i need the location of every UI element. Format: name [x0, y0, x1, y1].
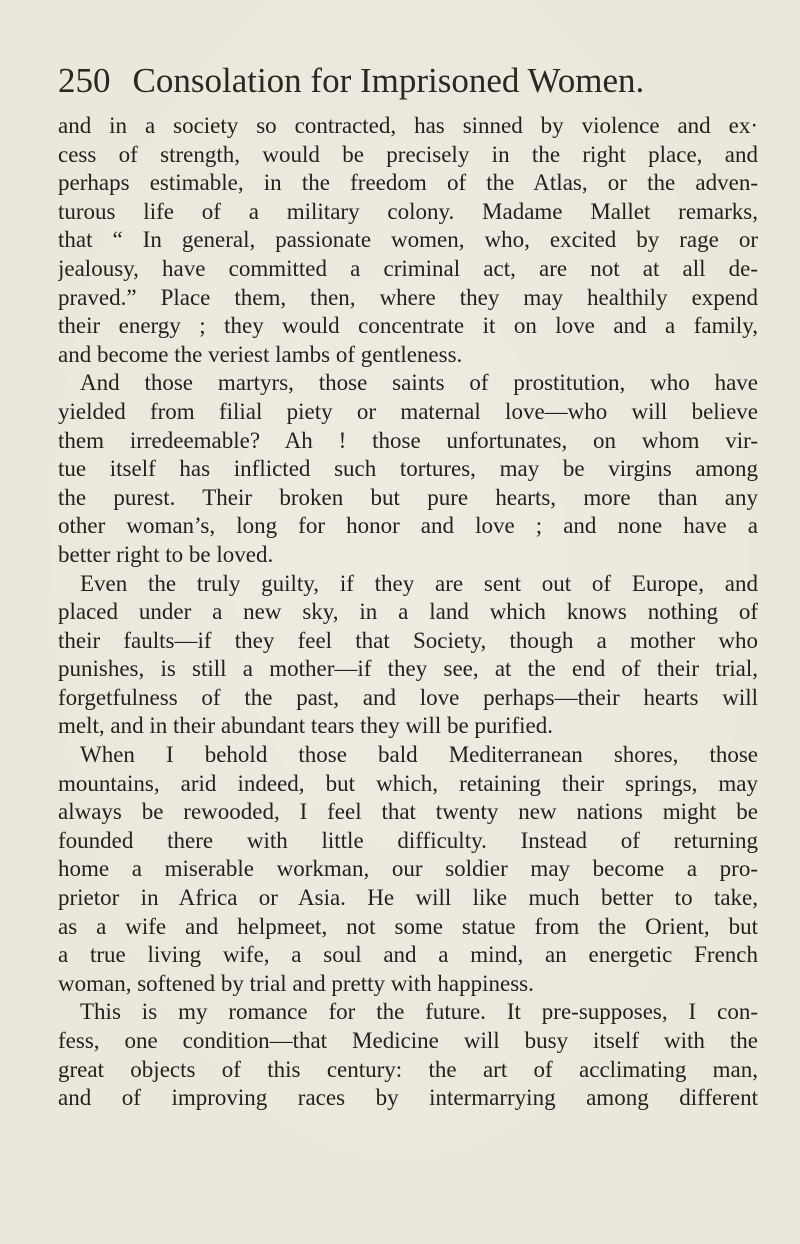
page-number: 250	[58, 61, 111, 100]
paragraph-first-line: When I behold those bald Mediterranean shores, those	[80, 742, 758, 768]
text-line: the purest. Their broken but pure hearts, more than any	[58, 484, 758, 510]
body-text	[58, 112, 758, 1113]
running-title: Consolation for Imprisoned Women.	[132, 61, 645, 100]
text-line: turous life of a military colony. Madame Mallet remarks,	[58, 198, 758, 224]
text-line: punishes, is still a mother—if they see, at the end of their trial,	[58, 656, 758, 682]
text-line: tue itself has inflicted such tortures, may be virgins among	[58, 456, 758, 482]
text-line: always be rewooded, I feel that twenty new nations might be	[58, 799, 758, 825]
text-line: melt, and in their abundant tears they will be purified.	[58, 713, 553, 739]
text-line: placed under a new sky, in a land which knows nothing of	[58, 599, 758, 625]
text-line: better right to be loved.	[58, 541, 274, 567]
text-line: woman, softened by trial and pretty with happiness.	[58, 970, 534, 996]
text-line: their energy ; they would concentrate it on love and a family,	[58, 313, 758, 339]
paragraph-first-line: This is my romance for the future. It pre-supposes, I con-	[80, 999, 758, 1025]
text-line: prietor in Africa or Asia. He will like much better to take,	[58, 885, 758, 911]
text-line: and become the veriest lambs of gentleness.	[58, 341, 463, 367]
text-line: fess, one condition—that Medicine will busy itself with the	[58, 1028, 758, 1053]
text-line: founded there with little difficulty. Instead of returning	[58, 827, 758, 853]
text-line: mountains, arid indeed, but which, retaining their springs, may	[58, 770, 758, 796]
text-line: a true living wife, a soul and a mind, an energetic French	[58, 942, 758, 968]
text-line: and of improving races by intermarrying among different	[58, 1085, 758, 1111]
text-line: as a wife and helpmeet, not some statue from the Orient, but	[58, 913, 758, 939]
text-line: forgetfulness of the past, and love perhaps—their hearts will	[58, 684, 758, 710]
running-head	[58, 56, 758, 106]
text-line: that “ In general, passionate women, who, excited by rage or	[58, 227, 758, 253]
text-line: perhaps estimable, in the freedom of the Atlas, or the adven-	[58, 170, 758, 196]
text-line: great objects of this century: the art of acclimating man,	[58, 1056, 758, 1082]
text-line: cess of strength, would be precisely in the right place, and	[58, 141, 758, 167]
text-line: jealousy, have committed a criminal act, are not at all de-	[58, 255, 758, 281]
text-line: them irredeemable? Ah ! those unfortunates, on whom vir-	[58, 427, 758, 453]
paragraph-first-line: And those martyrs, those saints of prostitution, who have	[80, 370, 758, 396]
paragraph-first-line: Even the truly guilty, if they are sent out of Europe, and	[80, 570, 758, 596]
text-line: and in a society so contracted, has sinned by violence and ex·	[58, 113, 758, 138]
text-line: their faults—if they feel that Society, though a mother who	[58, 627, 758, 653]
text-line: home a miserable workman, our soldier may become a pro-	[58, 856, 758, 882]
text-line: other woman’s, long for honor and love ; and none have a	[58, 513, 758, 539]
text-line: praved.” Place them, then, where they may healthily expend	[58, 284, 758, 310]
text-line: yielded from filial piety or maternal love—who will believe	[58, 398, 758, 424]
